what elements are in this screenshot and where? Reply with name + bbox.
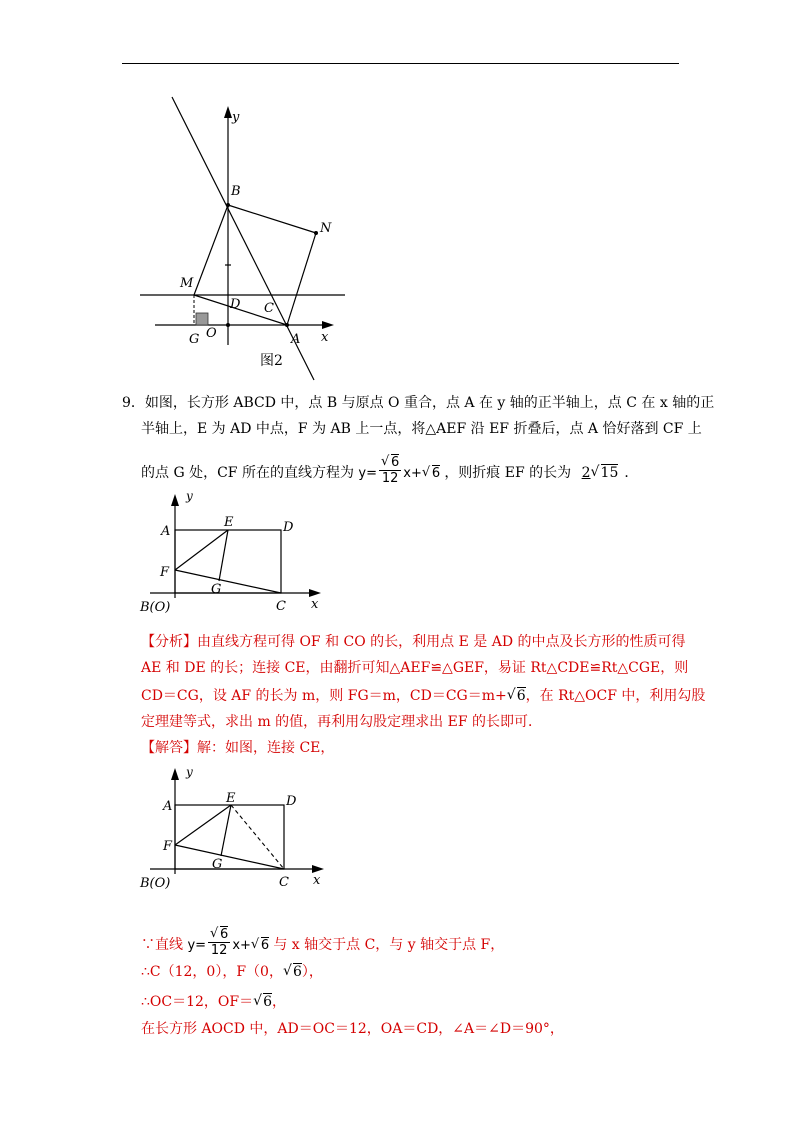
fig3-label-a: A [163,799,173,814]
eq-num: 6 [391,455,400,470]
sol-eq-y: y= [187,938,207,953]
fig2-label-bo: B(O) [140,600,171,615]
sol-eq-const: 6 [260,938,270,953]
fig2-label-f: F [160,565,170,580]
solution-equation [187,927,273,958]
fig2-label-e: E [224,515,234,530]
fig1-label-y: y [232,110,240,125]
fig2-label-y: y [186,489,193,503]
fig1-label-b: B [231,184,241,199]
q9-line-3: 的点 G 处，CF 所在的直线方程为 y= √ $\frac{6}{12}$ x+√ 6 ，则折痕 EF 的长为 2√ 15 ． [141,458,638,489]
solution-line-3-radicand: 6 [263,994,273,1010]
q9-line-3a: 的点 G 处，CF 所在的直线方程为 [141,465,354,481]
fig1-label-x: x [321,330,329,345]
rectangle-diagram-2 [138,762,328,897]
analysis-radicand: 6 [516,688,526,704]
solution-line-1b: 与 x 轴交于点 C，与 y 轴交于点 F， [273,937,505,953]
q9-line-3b: ，则折痕 EF 的长为 [444,465,572,481]
solution-line-2b: ）， [301,964,323,980]
fig1-label-a: A [291,332,301,347]
fig1-label-c: C [264,301,274,316]
fig3-label-f: F [163,839,173,854]
sol-eq-num: 6 [220,927,229,942]
eq-const: 6 [431,466,441,481]
fig1-caption: 图2 [260,353,283,369]
analysis-line-3 [141,686,705,706]
analysis-line-4: 定理建等式，求出 m 的值，再利用勾股定理求出 EF 的长即可． [141,714,543,730]
q9-equation [358,455,444,486]
eq-x: x+ [403,466,422,481]
solution-line-3a: ∴OC＝12，OF＝ [141,994,254,1010]
solution-line-2 [141,962,323,982]
fig1-label-o: O [206,326,217,341]
answer-coef: 2 [581,465,591,481]
solution-line-3b: ， [272,994,287,1010]
eq-y: y= [358,466,378,481]
solution-line-1a: ∵直线 [141,937,183,953]
eq-den: 12 [381,471,399,486]
solution-line-4: 在长方形 AOCD 中，AD＝OC＝12，OA＝CD，∠A＝∠D＝90°， [141,1021,564,1037]
answer-radicand: 15 [600,465,619,481]
solution-line-3 [141,992,286,1012]
fig3-label-e: E [226,791,236,806]
analysis-line-3a: CD＝CG，设 AF 的长为 m，则 FG＝m，CD＝CG＝m+ [141,688,507,704]
fig1-label-n: N [320,221,332,236]
analysis-line-2: AE 和 DE 的长；连接 CE，由翻折可知△AEF≌△GEF，易证 Rt△CDE≌Rt△CGE，则 [141,660,689,676]
fig2-label-c: C [276,599,286,614]
sol-eq-x: x+ [232,938,251,953]
rectangle-diagram-1 [138,487,328,617]
solution-line-2-radicand: 6 [292,964,302,980]
fig3-label-y: y [186,765,193,779]
fig3-label-x: x [313,873,321,888]
fig2-label-g: G [211,582,222,597]
solution-line-2a: ∴C（12，0），F（0， [141,964,283,980]
fig2-label-d: D [283,520,294,535]
fig2-label-x: x [311,597,319,612]
q9-line-1: 9．如图，长方形 ABCD 中，点 B 与原点 O 重合，点 A 在 y 轴的正半轴上，点 C 在 x 轴的正 [122,395,715,411]
fig3-label-bo: B(O) [140,876,171,891]
solution-line-1 [141,927,505,961]
sol-eq-den: 12 [210,943,228,958]
q9-line-2: 半轴上，E 为 AD 中点，F 为 AB 上一点，将△AEF 沿 EF 折叠后，点 A 恰好落到 CF 上 [141,421,702,437]
fig3-label-c: C [279,875,289,890]
q9-answer [576,465,625,481]
fig1-label-d: D [230,297,241,312]
fig3-label-d: D [286,794,297,809]
figure-2-diagram [130,92,360,382]
fig3-label-g: G [212,857,223,872]
solution-head: 【解答】解：如图，连接 CE， [141,740,335,756]
analysis-line-3b: ，在 Rt△OCF 中，利用勾股 [525,688,706,704]
analysis-line-1: 【分析】由直线方程可得 OF 和 CO 的长，利用点 E 是 AD 的中点及长方形的性质可得 [141,634,686,650]
fig2-label-a: A [161,524,171,539]
header-rule [122,63,679,64]
fig1-label-g: G [189,332,200,347]
fig1-label-m: M [180,276,194,291]
